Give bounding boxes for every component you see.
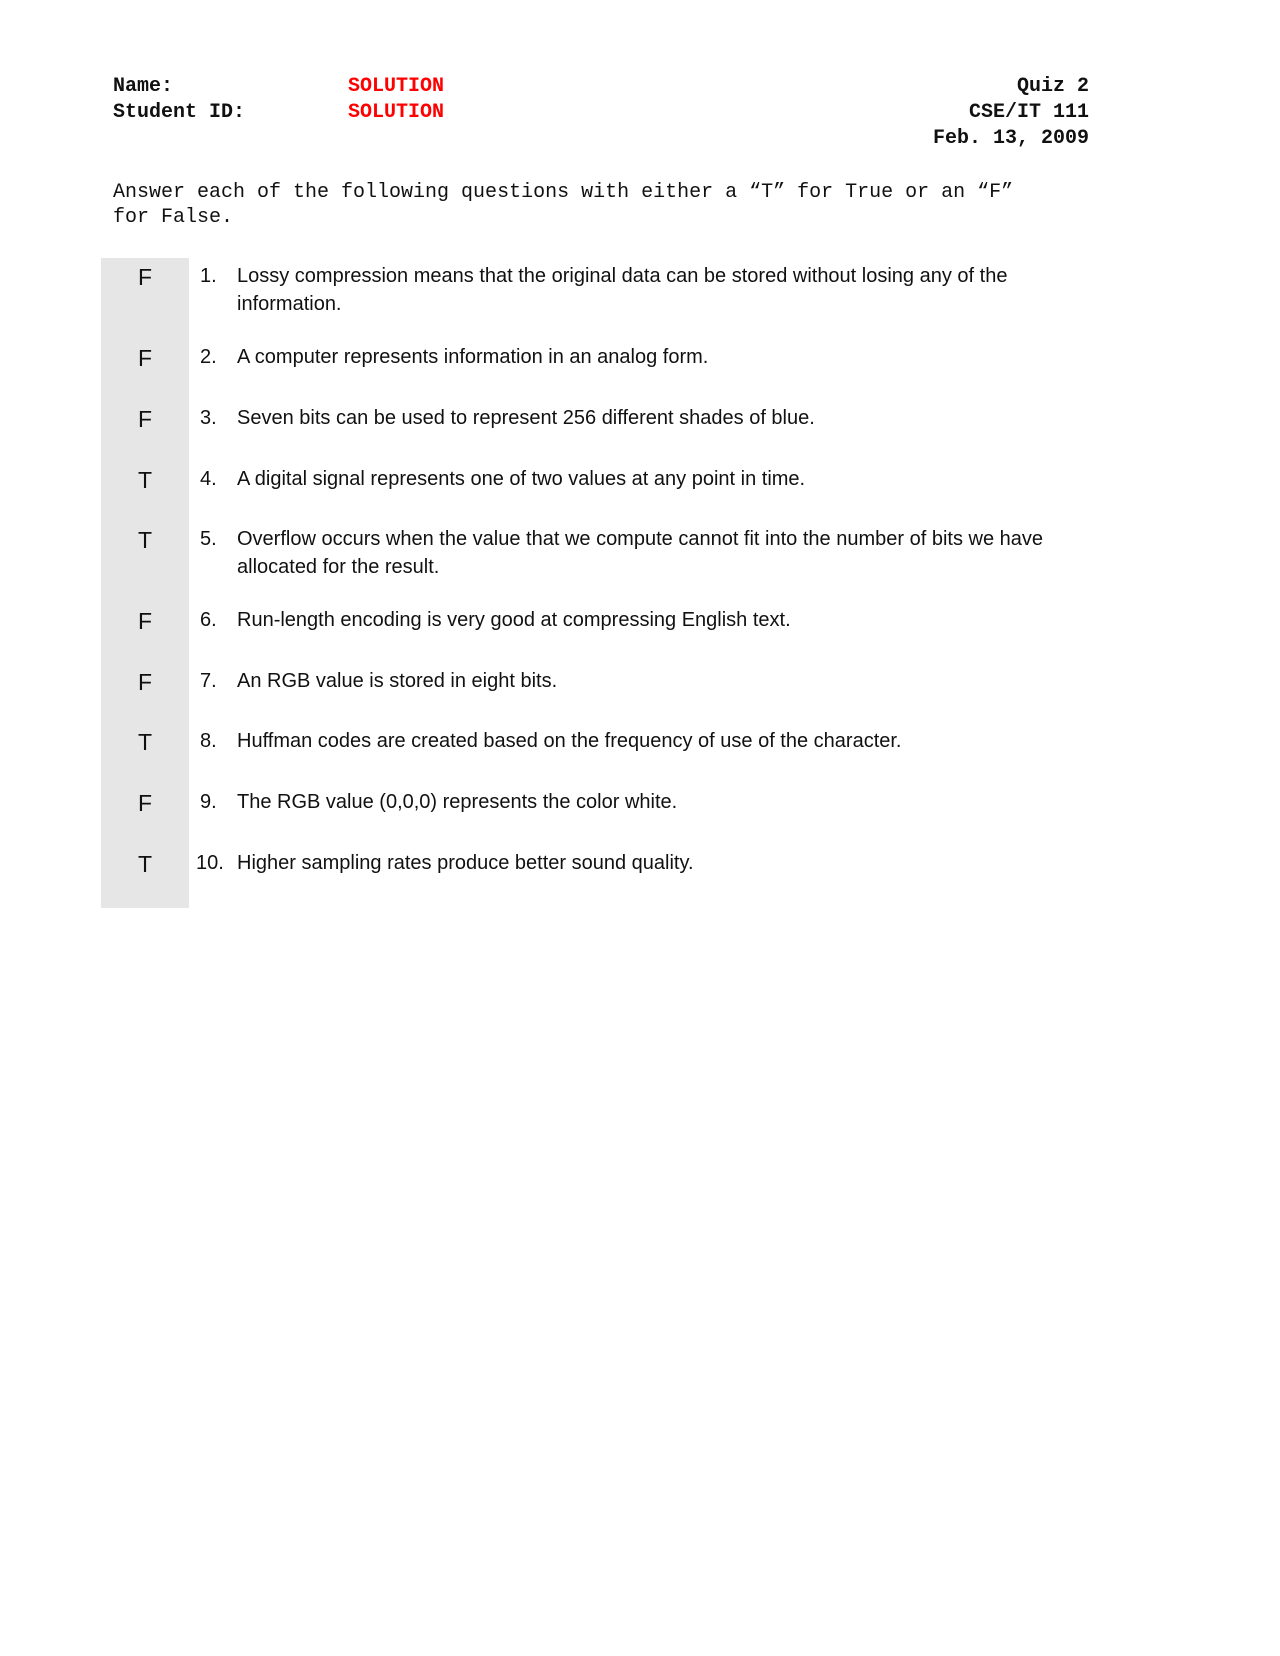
question-number-8: 8. xyxy=(200,730,217,752)
answer-10: T xyxy=(137,851,153,877)
answer-1: F xyxy=(137,264,153,290)
question-number-9: 9. xyxy=(200,791,217,813)
question-number-5: 5. xyxy=(200,528,217,550)
question-number-10: 10. xyxy=(196,852,224,874)
student-id-value: SOLUTION xyxy=(348,101,445,124)
name-label: Name: xyxy=(113,75,174,98)
question-number-2: 2. xyxy=(200,346,217,368)
answer-5: T xyxy=(137,527,153,553)
quiz-date: Feb. 13, 2009 xyxy=(932,127,1089,150)
question-text-7: An RGB value is stored in eight bits. xyxy=(237,670,558,692)
question-text-5: Overflow occurs when the value that we compute cannot fit into the number of bits we have allocated for the result. xyxy=(237,528,1043,578)
name-value: SOLUTION xyxy=(348,75,445,98)
question-number-1: 1. xyxy=(200,265,217,287)
answer-9: F xyxy=(137,790,153,816)
question-number-7: 7. xyxy=(200,670,217,692)
question-text-8: Huffman codes are created based on the frequency of use of the character. xyxy=(237,730,902,752)
question-number-3: 3. xyxy=(200,407,217,429)
question-text-6: Run-length encoding is very good at compressing English text. xyxy=(237,609,791,631)
answer-7: F xyxy=(137,669,153,695)
question-text-1: Lossy compression means that the original data can be stored without losing any of the information. xyxy=(237,265,1008,315)
answer-6: F xyxy=(137,608,153,634)
answer-8: T xyxy=(137,729,153,755)
question-text-3: Seven bits can be used to represent 256 different shades of blue. xyxy=(237,407,815,429)
answer-2: F xyxy=(137,345,153,371)
course-code: CSE/IT 111 xyxy=(968,101,1089,124)
question-text-4: A digital signal represents one of two values at any point in time. xyxy=(237,468,806,490)
question-number-4: 4. xyxy=(200,468,217,490)
question-text-9: The RGB value (0,0,0) represents the color white. xyxy=(237,791,678,813)
question-text-2: A computer represents information in an analog form. xyxy=(237,346,709,368)
quiz-header xyxy=(113,74,1089,154)
quiz-info xyxy=(933,74,1089,152)
question-number-6: 6. xyxy=(200,609,217,631)
answer-4: T xyxy=(137,467,153,493)
answer-3: F xyxy=(137,406,153,432)
student-id-label: Student ID: xyxy=(113,101,246,124)
quiz-title: Quiz 2 xyxy=(1016,75,1089,98)
question-text-10: Higher sampling rates produce better sound quality. xyxy=(237,852,694,874)
instructions: Answer each of the following questions with either a “T” for True or an “F” for False. xyxy=(113,181,1014,229)
